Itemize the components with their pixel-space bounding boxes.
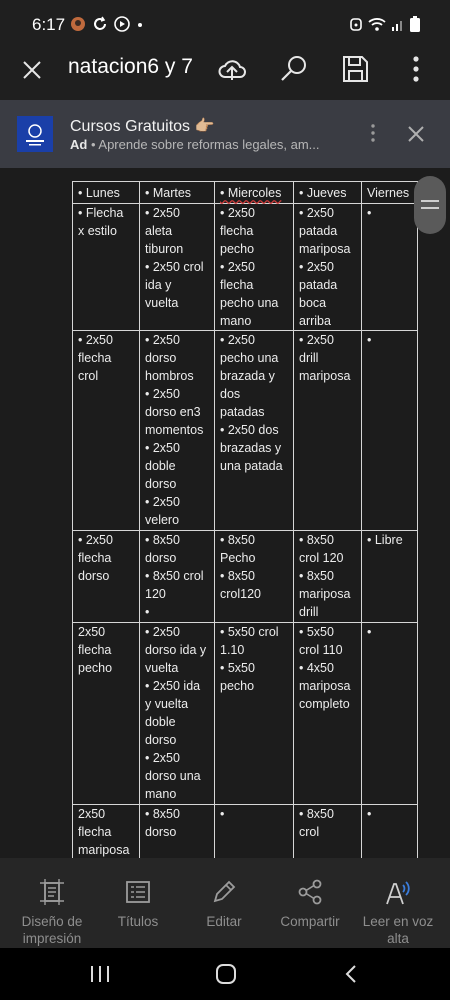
cell-text-line: •: [367, 625, 372, 639]
ad-logo: [17, 116, 53, 152]
cell-text-line: dorso: [145, 733, 177, 747]
sync-icon: [92, 16, 108, 37]
cell-text-line: • 4x50: [299, 661, 334, 675]
cell-text-line: tiburon: [145, 242, 184, 256]
cell-text-line: mano: [220, 314, 252, 328]
table-row: [73, 623, 418, 805]
cell-martes: [140, 204, 215, 331]
cell-text-line: mariposa: [299, 679, 351, 693]
cell-text-line: •: [220, 807, 225, 821]
cell-text-line: • 2x50: [145, 495, 180, 509]
cell-viernes: [362, 531, 418, 623]
cell-text-line: • 8x50 crol: [145, 569, 204, 583]
cell-text-line: • 2x50: [78, 533, 113, 547]
cell-miercoles: [215, 805, 294, 859]
cell-text-line: •: [367, 206, 372, 220]
cell-lunes: [73, 805, 140, 859]
avatar-notification-icon: [70, 16, 86, 37]
cell-text-line: patadas: [220, 405, 265, 419]
edit-button[interactable]: [179, 858, 269, 948]
bottom-toolbar: [0, 858, 450, 948]
cell-text-line: • Libre: [367, 533, 403, 547]
cell-text-line: • 5x50: [299, 625, 334, 639]
cell-text-line: • 2x50: [78, 333, 113, 347]
cell-text-line: patada: [299, 278, 338, 292]
cell-text-line: crol 110: [299, 643, 343, 657]
cell-miercoles: [215, 204, 294, 331]
wifi-icon: [368, 16, 386, 37]
cell-text-line: dorso en3: [145, 405, 201, 419]
table-row: [73, 531, 418, 623]
ad-description: Aprende sobre reformas legales, am...: [98, 137, 320, 152]
cell-lunes: [73, 331, 140, 531]
cell-text-line: dorso: [145, 477, 177, 491]
cell-text-line: doble: [145, 459, 176, 473]
cell-text-line: crol120: [220, 587, 261, 601]
cell-text-line: • Flecha: [78, 206, 124, 220]
cell-text-line: • 2x50: [299, 333, 334, 347]
cell-text-line: • 2x50: [145, 206, 180, 220]
cell-miercoles: [215, 531, 294, 623]
read-aloud-label-2: alta: [387, 931, 409, 946]
alarm-icon: [349, 16, 363, 37]
cell-text-line: pecho: [220, 242, 255, 256]
table-row: [73, 805, 418, 859]
cell-text-line: pecho: [220, 679, 255, 693]
cell-text-line: dorso una: [145, 769, 201, 783]
header-jueves: • Jueves: [294, 182, 362, 204]
share-button[interactable]: [265, 858, 355, 948]
cell-miercoles: [215, 623, 294, 805]
cell-text-line: patada: [299, 224, 338, 238]
cell-text-line: mariposa: [299, 587, 351, 601]
cell-text-line: 1.10: [220, 643, 245, 657]
cell-viernes: [362, 805, 418, 859]
header-miercoles: [215, 182, 294, 204]
cell-text-line: drill: [299, 351, 319, 365]
table-header-row: [73, 182, 418, 204]
document-area[interactable]: [0, 168, 450, 858]
cell-text-line: crol: [78, 369, 99, 383]
cell-text-line: 2x50: [78, 625, 106, 639]
battery-icon: [410, 16, 420, 37]
cell-text-line: flecha: [78, 351, 112, 365]
cell-text-line: • 5x50: [220, 661, 255, 675]
cell-viernes: [362, 331, 418, 531]
cell-text-line: pecho: [78, 661, 113, 675]
cell-text-line: completo: [299, 697, 350, 711]
cell-lunes: [73, 623, 140, 805]
cell-text-line: brazada y: [220, 369, 275, 383]
schedule-table: [72, 181, 418, 858]
table-row: [73, 331, 418, 531]
cell-text-line: flecha: [220, 224, 254, 238]
cell-text-line: • 2x50: [220, 260, 255, 274]
cell-viernes: [362, 623, 418, 805]
cell-text-line: doble: [145, 715, 176, 729]
cell-jueves: [294, 623, 362, 805]
cell-text-line: • 5x50 crol: [220, 625, 279, 639]
cell-text-line: hombros: [145, 369, 194, 383]
header-miercoles-text: • Miercoles: [220, 186, 282, 200]
home-icon[interactable]: [214, 963, 238, 985]
table-row: [73, 204, 418, 331]
cell-text-line: • 8x50: [220, 569, 255, 583]
cloud-upload-icon[interactable]: [216, 53, 248, 85]
cell-text-line: 2x50: [78, 807, 106, 821]
more-options-icon[interactable]: [400, 53, 432, 85]
cell-text-line: momentos: [145, 423, 204, 437]
cell-text-line: una patada: [220, 459, 283, 473]
ad-close-icon[interactable]: [406, 124, 426, 144]
ad-title[interactable]: Cursos Gratuitos 👉🏼: [70, 118, 215, 135]
ad-separator: •: [87, 137, 99, 152]
read-aloud-icon: [384, 878, 412, 906]
cell-text-line: • 2x50 crol: [145, 260, 204, 274]
cell-text-line: • 8x50: [299, 569, 334, 583]
cell-lunes: [73, 204, 140, 331]
headings-button[interactable]: [93, 858, 183, 948]
cell-lunes: [73, 531, 140, 623]
status-bar: [0, 0, 450, 48]
cell-text-line: • 2x50: [145, 441, 180, 455]
back-icon[interactable]: [340, 963, 364, 985]
cell-text-line: dorso: [145, 551, 177, 565]
read-aloud-label-1: Leer en voz: [362, 914, 434, 929]
share-label: Compartir: [280, 914, 340, 929]
header-viernes: Viernes: [362, 182, 418, 204]
system-nav-bar: [0, 948, 450, 1000]
print-layout-icon: [38, 878, 66, 906]
cell-text-line: • 8x50: [220, 533, 255, 547]
cell-text-line: flecha: [78, 825, 112, 839]
cell-text-line: dorso ida y: [145, 643, 207, 657]
search-icon[interactable]: [278, 53, 310, 85]
cell-viernes: [362, 204, 418, 331]
cell-text-line: • 2x50 dos: [220, 423, 279, 437]
cell-text-line: mariposa: [78, 843, 130, 857]
cell-text-line: y vuelta: [145, 697, 189, 711]
cell-text-line: flecha: [220, 278, 254, 292]
cell-text-line: •: [145, 605, 150, 619]
cell-text-line: • 2x50: [145, 333, 180, 347]
more-notifications-icon: [136, 16, 144, 37]
cell-text-line: mariposa: [299, 242, 351, 256]
status-time: 6:17: [32, 15, 66, 34]
cell-text-line: flecha: [78, 551, 112, 565]
header-lunes: • Lunes: [73, 182, 140, 204]
cell-text-line: velero: [145, 513, 180, 527]
ad-options-icon[interactable]: [366, 122, 380, 144]
cell-text-line: • 8x50: [299, 533, 334, 547]
headings-label: Títulos: [117, 914, 159, 929]
read-aloud-button[interactable]: [353, 858, 443, 948]
app-bar: [0, 48, 450, 100]
media-icon: [114, 16, 130, 37]
cell-jueves: [294, 805, 362, 859]
save-icon[interactable]: [339, 53, 371, 85]
cell-text-line: ida y: [145, 278, 172, 292]
cell-text-line: crol: [299, 825, 320, 839]
cell-text-line: •: [367, 807, 372, 821]
print-layout-label-1: Diseño de: [21, 914, 83, 929]
ad-subtitle: [70, 137, 345, 152]
share-icon: [296, 878, 324, 906]
cell-text-line: dos: [220, 387, 241, 401]
cell-text-line: • 8x50: [145, 533, 180, 547]
cell-martes: [140, 531, 215, 623]
cell-martes: [140, 805, 215, 859]
cell-text-line: vuelta: [145, 296, 179, 310]
recent-apps-icon[interactable]: [88, 963, 112, 985]
document-title: natacion6 y 7: [68, 55, 193, 78]
cell-text-line: mariposa: [299, 369, 351, 383]
ad-banner[interactable]: [0, 100, 450, 168]
cell-text-line: vuelta: [145, 661, 179, 675]
cell-text-line: mano: [145, 787, 177, 801]
cell-text-line: • 2x50: [145, 751, 180, 765]
cell-text-line: 120: [145, 587, 166, 601]
cell-text-line: Pecho: [220, 551, 256, 565]
cell-text-line: pecho una: [220, 351, 279, 365]
ad-label: Ad: [70, 137, 88, 152]
print-layout-button[interactable]: [7, 858, 97, 948]
cell-text-line: drill: [299, 605, 319, 619]
cell-text-line: • 2x50 ida: [145, 679, 201, 693]
cell-text-line: • 2x50: [299, 206, 334, 220]
cell-text-line: • 8x50: [299, 807, 334, 821]
scroll-handle[interactable]: [414, 176, 446, 234]
cell-martes: [140, 623, 215, 805]
cell-text-line: •: [367, 333, 372, 347]
cell-text-line: • 8x50: [145, 807, 180, 821]
signal-icon: [391, 16, 405, 37]
close-icon[interactable]: [18, 56, 46, 84]
cell-jueves: [294, 531, 362, 623]
cell-text-line: dorso: [78, 569, 110, 583]
cell-text-line: crol 120: [299, 551, 344, 565]
cell-text-line: x estilo: [78, 224, 117, 238]
cell-miercoles: [215, 331, 294, 531]
cell-text-line: brazadas y: [220, 441, 282, 455]
cell-martes: [140, 331, 215, 531]
cell-jueves: [294, 204, 362, 331]
cell-text-line: pecho una: [220, 296, 279, 310]
cell-text-line: • 2x50: [299, 260, 334, 274]
cell-text-line: boca: [299, 296, 327, 310]
edit-label: Editar: [206, 914, 242, 929]
pencil-icon: [210, 878, 238, 906]
print-layout-label-2: impresión: [22, 931, 82, 946]
header-martes: • Martes: [140, 182, 215, 204]
headings-icon: [124, 878, 152, 906]
cell-text-line: • 2x50: [145, 625, 180, 639]
cell-text-line: dorso: [145, 825, 177, 839]
cell-jueves: [294, 331, 362, 531]
cell-text-line: aleta: [145, 224, 173, 238]
cell-text-line: dorso: [145, 351, 177, 365]
cell-text-line: arriba: [299, 314, 331, 328]
cell-text-line: • 2x50: [220, 206, 255, 220]
cell-text-line: flecha: [78, 643, 112, 657]
cell-text-line: • 2x50: [145, 387, 180, 401]
cell-text-line: • 2x50: [220, 333, 255, 347]
